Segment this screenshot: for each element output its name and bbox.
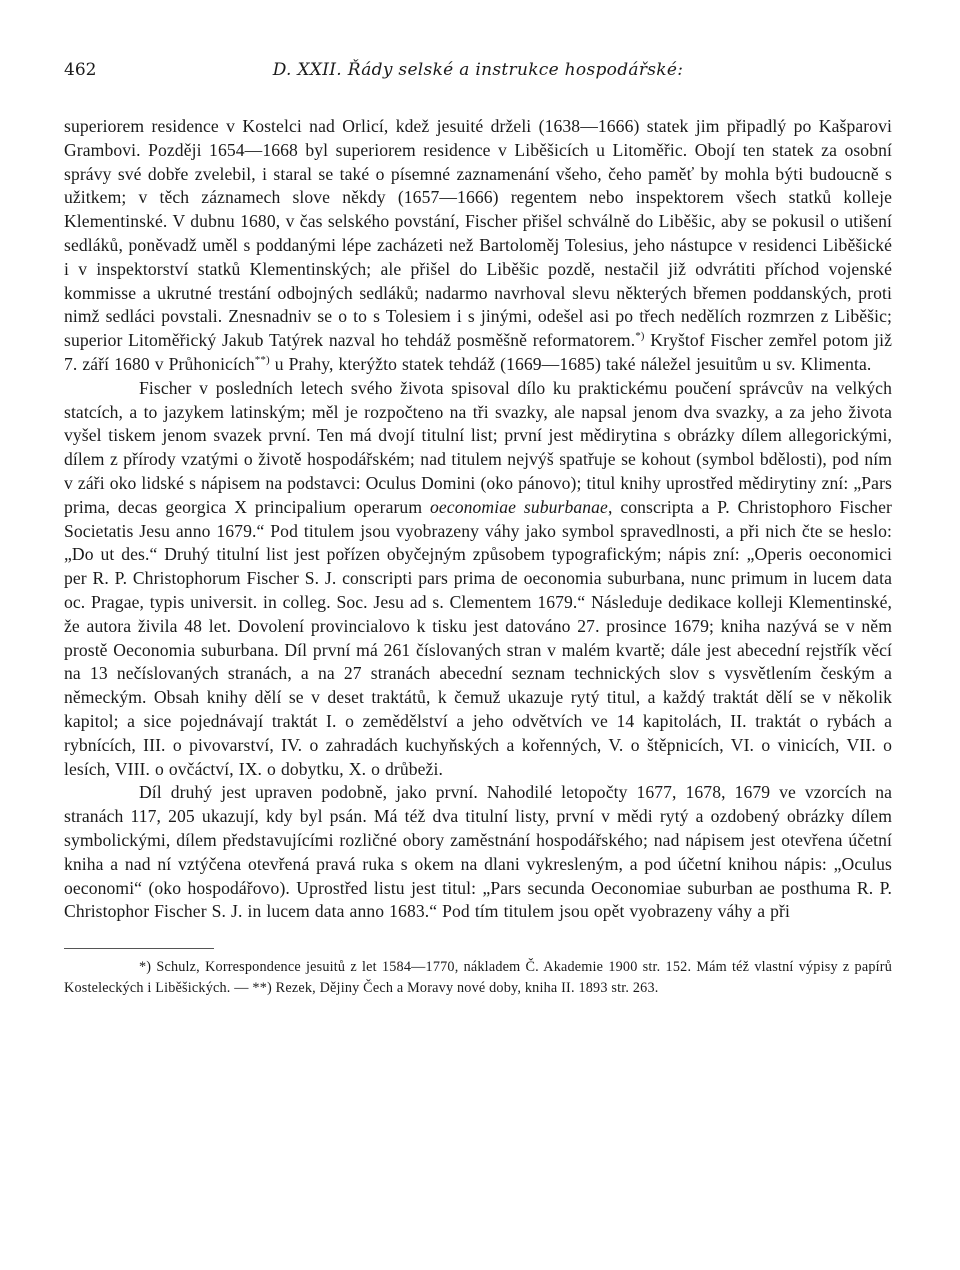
paragraph-1-text-a: superiorem residence v Kostelci nad Orlicí, kdež jesuité drželi (1638—1666) statek jim připadlý po Kašparovi Grambovi. Později 1654—1668 byl superiorem residence v Liběšicích u Litoměřic. Obojí ten statek za osobní správy své dobře zvelebil, i staral se také o písemné zaznamenání všeho, čeho paměť by mohla býti budoucně s užitkem; v těch záznamech slove někdy (1657—1666) regentem nebo inspektorem všech statků kolleje Klementinské. V dubnu 1680, v čas selského povstání, Fischer přišel schválně do Liběšic, aby se pokusil o utišení sedláků, poněvadž uměl s poddanými lépe zacházeti než Bartoloměj Tolesius, jeho nástupce v residenci Liběšické i v inspektorství statků Klementinských; ale přišel do Liběšic pozdě, nestačil již odvrátiti příchod vojenské kommisse a ukrutné trestání odbojných sedláků; nadarmo navrhoval slevu některých břemen poddanských, proti nimž sedláci povstali. Znesnadniv se o to s Tolesiem i s jinými, odešel asi po třech nedělích rozmrzen z Liběšic; superior Litoměřický Jakub Tatýrek nazval ho tehdáž posměšně reformatorem.: [64, 116, 892, 351]
paragraph-1: [64, 115, 892, 377]
footnote-mark-1: *): [635, 330, 645, 343]
body-text: [64, 115, 892, 924]
paragraph-1-text-b: Kryštof Fischer zemřel potom již 7. září 1680 v Průhonicích: [64, 330, 892, 374]
paragraph-2-text-b: , conscripta a P. Christophoro Fischer Societatis Jesu anno 1679.“ Pod titulem jsou vyobrazeny váhy jako symbol spravedlnosti, a při nich čte se heslo: „Do ut des.“ Druhý titulní list jest pořízen obyčejným způsobem typografickým; nápis zní: „Operis oeconomici per R. P. Christophorum Fischer S. J. conscripti pars prima de oeconomia suburbana, nunc primum in lucem data oc. Pragae, typis universit. in colleg. Soc. Jesu ad s. Clementem 1679.“ Následuje dedikace kolleji Klementinské, že autora živila 48 let. Dovolení provincialovo k tisku jest datováno 27. prosince 1679; kniha nazývá se v něm prostě Oeconomia suburbana. Díl první má 261 číslovaných stran v malém kvartě; dále jest abecední rejstřík věcí na 13 nečíslovaných stranách, a na 27 stranách abecední seznam technických slov s vysvětlením českým a německým. Obsah knihy dělí se v deset traktátů, k čemuž ukazuje rytý titul, a každý traktát dělí se v několik kapitol; a sice pojednávají traktát I. o zemědělství a jeho odvětvích ve 14 kapitolách, II. traktát o rybách a rybnících, III. o pivovarství, IV. o zahradách kuchyňských a kořenných, V. o štěpnicích, VI. o vinicích, VII. o lesích, VIII. o ovčáctví, IX. o dobytku, X. o drůbeži.: [64, 496, 893, 779]
footnote-divider: [64, 948, 214, 949]
page-header: [64, 60, 892, 90]
running-head: D. XXII. Řády selské a instrukce hospodářské:: [272, 60, 684, 80]
page: [64, 60, 892, 999]
footnote-text: *) Schulz, Korrespondence jesuitů z let 1584—1770, nákladem Č. Akademie 1900 str. 152. Mám též vlastní výpisy z papírů Kosteleckých i Liběšických. — **) Rezek, Dějiny Čech a Moravy nové doby, kniha II. 1893 str. 263.: [64, 959, 892, 997]
footnotes: [64, 957, 892, 999]
paragraph-1-text-c: u Prahy, kterýžto statek tehdáž (1669—1685) také náležel jesuitům u sv. Klimenta.: [269, 353, 872, 374]
paragraph-3: Díl druhý jest upraven podobně, jako první. Nahodilé letopočty 1677, 1678, 1679 ve vzorcích na stranách 117, 205 ukazují, kdy byl psán. Má též dva titulní listy, první v mědi rytý a ozdobený obrázky dílem symbolickými, dílem představujícími rozličné obory zaměstnání hospodářského; nad nápisem jest otevřena účetní kniha a nad ní vztýčena otevřená pravá ruka s okem na dlani vykresleným, a pod účetní knihou nápis: „Oculus oeconomi“ (oko hospodářovo). Uprostřed listu jest titul: „Pars secunda Oeconomiae suburban ae posthuma R. P. Christophor Fischer S. J. in lucem data anno 1683.“ Pod tím titulem jsou opět vyobrazeny váhy a při: [64, 782, 892, 922]
paragraph-2: [64, 377, 892, 782]
footnote-mark-2: **): [254, 354, 270, 367]
paragraph-2-text-a: Fischer v posledních letech svého života spisoval dílo ku praktickému poučení správcův na velkých statcích, a to jazykem latinským; měl je rozpočteno na tři svazky, ale napsal jenom dva svazky, a za jeho života vyšel tiskem jenom svazek první. Ten má dvojí titulní list; první jest mědirytina s obrázky dílem allegorickými, dílem z přírody vzatými o životě hospodářském; nad titulem nejvýš spatřuje se kohout (symbol bdělosti), pod ním v záři oko lidské s nápisem na podstavci: Oculus Domini (oko pánovo); titul knihy uprostřed mědirytiny zní: „Pars prima, decas georgica X principalium operarum: [64, 377, 892, 517]
page-number: 462: [64, 60, 97, 80]
paragraph-2-italic: oeconomiae suburbanae: [430, 496, 608, 517]
